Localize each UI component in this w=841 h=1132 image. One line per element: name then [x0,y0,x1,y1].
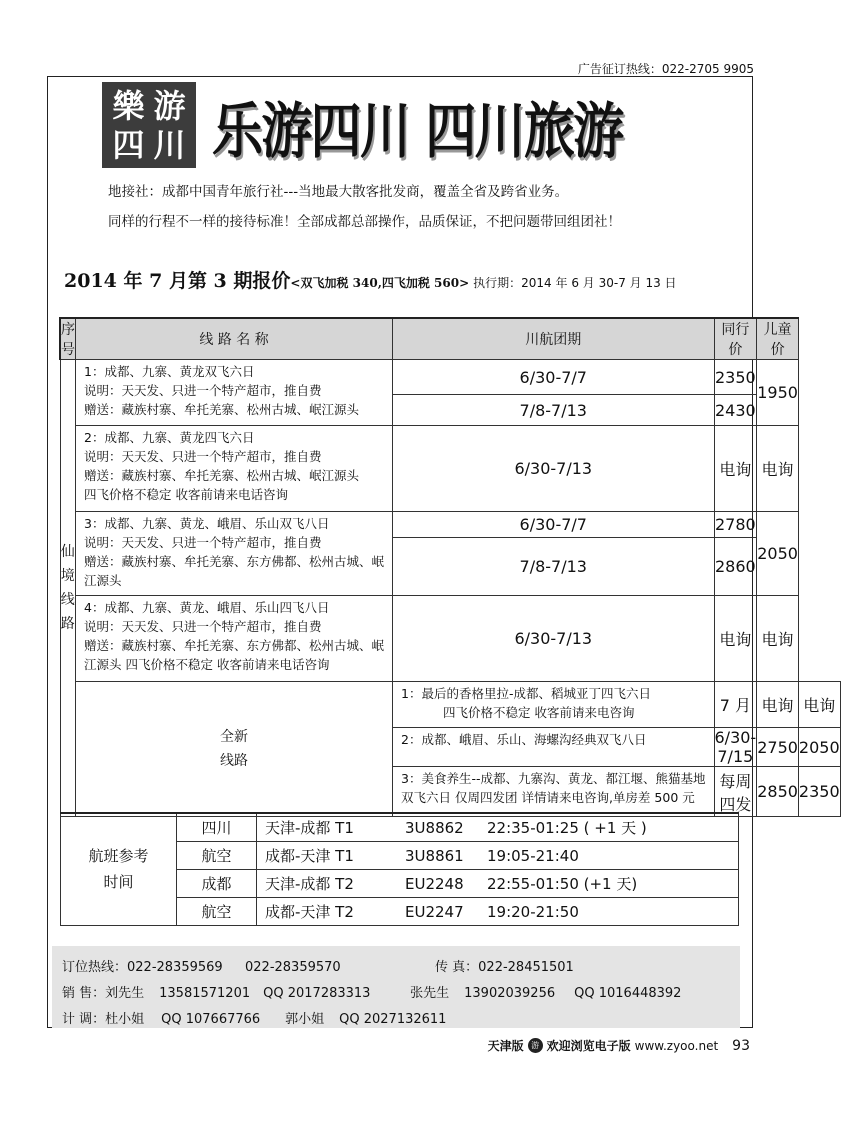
route-period: 7/8-7/13 [393,538,714,596]
header-no: 序号 [60,318,76,360]
ad-hotline: 广告征订热线：022-2705 9905 [577,62,754,76]
airline-name: 航空 [177,897,257,925]
table-row [60,360,840,395]
logo-char: 川 [153,125,186,164]
child-price: 2050 [757,512,799,596]
airline-name: 航空 [177,841,257,869]
route-price: 2860 [714,538,757,596]
child-price: 电询 [757,426,799,512]
route-period: 6/30-7/7 [393,512,714,538]
route-price: 2350 [714,360,757,395]
logo [102,82,196,168]
price-period [64,266,677,293]
category-wonderland: 仙境 线路 [60,360,76,817]
table-row [60,596,840,682]
route-desc: 1：最后的香格里拉-成都、稻城亚丁四飞六日 四飞价格不稳定 收客前请来电咨询 [393,682,714,728]
table-row [60,512,840,538]
airline-name: 四川 [177,813,257,841]
child-price: 2350 [798,767,840,817]
page-number: 93 [732,1037,750,1054]
logo-char: 游 [153,86,186,125]
flight-info: 成都-天津 T2 EU2247 19:20-21:50 [257,897,739,925]
table-row [60,426,840,512]
header-period: 川航团期 [393,318,714,360]
period-tax: <双飞加税 340,四飞加税 560> [290,276,470,290]
route-price: 2750 [757,728,799,767]
flight-info: 天津-成都 T1 3U8862 22:35-01:25 ( +1 天 ) [257,813,739,841]
header-child: 儿童价 [757,318,799,360]
flight-info: 天津-成都 T2 EU2248 22:55-01:50 (+1 天) [257,869,739,897]
route-desc: 2：成都、峨眉、乐山、海螺沟经典双飞八日 [393,728,714,767]
route-period: 6/30-7/13 [393,596,714,682]
route-price: 电询 [714,426,757,512]
headline: 乐游四川 四川旅游 [212,97,623,167]
child-price: 电询 [798,682,840,728]
page-footer [488,1037,750,1054]
flight-table [60,812,739,926]
route-period: 7/8-7/13 [393,395,714,426]
route-table [59,317,841,817]
site-url[interactable]: www.zyoo.net [634,1038,719,1053]
table-header [60,318,840,360]
route-price: 电询 [757,682,799,728]
route-period: 7 月 [714,682,757,728]
intro-line-1: 地接社：成都中国青年旅行社---当地最大散客批发商，覆盖全省及跨省业务。 [108,184,569,200]
route-price: 2780 [714,512,757,538]
ops-line: 计 调：杜小姐 QQ 107667766 郭小姐 QQ 2027132611 [62,1012,447,1027]
period-title: 2014 年 7 月第 3 期报价 [64,270,291,292]
child-price: 电询 [757,596,799,682]
flight-row [61,813,739,841]
route-desc: 3：美食养生--成都、九寨沟、黄龙、都江堰、熊猫基地 双飞六日 仅周四发团 详情请来电咨询,单房差 500 元 [393,767,714,817]
route-desc: 3：成都、九寨、黄龙、峨眉、乐山双飞八日 说明：天天发、只进一个特产超市，推自费 赠送：藏族村寨、牟托羌寨、东方佛都、松州古城、岷 江源头 [76,512,393,596]
child-price: 2050 [798,728,840,767]
child-price: 1950 [757,360,799,426]
table-row [60,682,840,728]
flight-info: 成都-天津 T1 3U8861 19:05-21:40 [257,841,739,869]
brand-badge-icon: 游 [528,1038,543,1053]
contact-panel [52,946,740,1028]
route-price: 2430 [714,395,757,426]
booking-tel: 022-28359569 [127,960,223,975]
edition-label: 天津版 [487,1039,524,1053]
airline-name: 成都 [177,869,257,897]
route-desc: 2：成都、九寨、黄龙四飞六日 说明：天天发、只进一个特产超市，推自费 赠送：藏族村寨、牟托羌寨、松州古城、岷江源头 四飞价格不稳定 收客前请来电话咨询 [76,426,393,512]
category-new: 全新 线路 [76,682,393,817]
welcome-text: 欢迎浏览电子版 [546,1039,631,1053]
route-price: 2850 [757,767,799,817]
logo-char: 樂 [112,86,145,125]
route-period: 6/30-7/15 [714,728,757,766]
intro-line-2: 同样的行程不一样的接待标准！全部成都总部操作，品质保证，不把问题带回组团社！ [108,214,621,230]
route-desc: 1：成都、九寨、黄龙双飞六日 说明：天天发、只进一个特产超市，推自费 赠送：藏族村寨、牟托羌寨、松州古城、岷江源头 [76,360,393,426]
sales-line: 销 售：刘先生 13581571201 QQ 2017283313 张先生 13902039256 QQ 1016448392 [62,986,682,1001]
fax-number: 022-28451501 [478,960,574,975]
route-period: 每周四发 [714,767,757,817]
route-period: 6/30-7/13 [393,426,714,512]
header-route: 线 路 名 称 [76,318,393,360]
booking-tel: 022-28359570 [245,960,341,975]
header-peer: 同行价 [714,318,757,360]
booking-line: 订位热线：022-28359569 022-28359570 传 真：022-28451501 [62,960,574,975]
period-exec: 执行期：2014 年 6 月 30-7 月 13 日 [473,276,677,290]
route-desc: 4：成都、九寨、黄龙、峨眉、乐山四飞八日 说明：天天发、只进一个特产超市，推自费 赠送：藏族村寨、牟托羌寨、东方佛都、松州古城、岷 江源头 四飞价格不稳定 收客前请来电话咨询 [76,596,393,682]
logo-char: 四 [112,125,145,164]
route-price: 电询 [714,596,757,682]
route-period: 6/30-7/7 [393,360,714,395]
flight-label: 航班参考 时间 [61,813,177,925]
